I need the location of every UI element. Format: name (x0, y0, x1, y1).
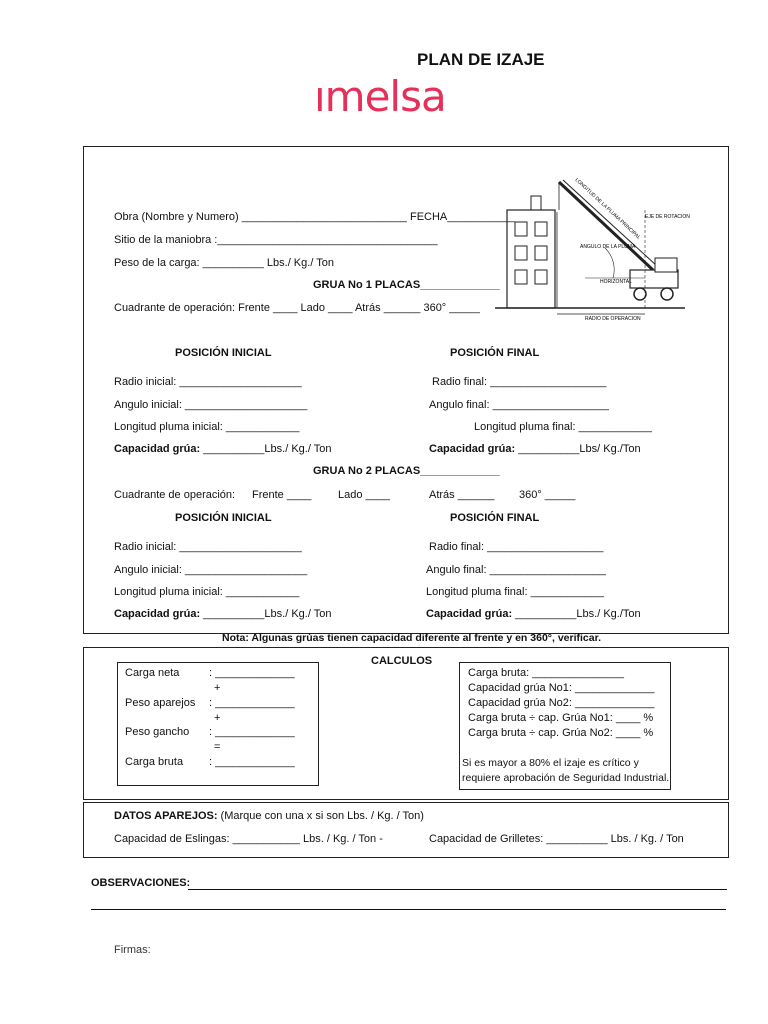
cuadrante2-frente[interactable]: Frente ____ (252, 489, 312, 501)
peso-gancho-value[interactable]: : _____________ (209, 726, 295, 738)
g2-angulo-final[interactable]: Angulo final: ___________________ (426, 564, 606, 576)
calc-ratio-no1[interactable]: Carga bruta ÷ cap. Grúa No1: ____ % (468, 712, 654, 724)
g2-radio-final[interactable]: Radio final: ___________________ (429, 541, 604, 553)
g1-capacidad-final[interactable] (429, 443, 641, 455)
calc-capacidad-no2[interactable]: Capacidad grúa No2: _____________ (468, 697, 655, 709)
label-horizontal: HORIZONTAL (600, 279, 632, 285)
peso-gancho-label: Peso gancho (125, 726, 190, 738)
page-title: PLAN DE IZAJE (417, 50, 545, 69)
g2-capacidad-final-label: Capacidad grúa: (426, 608, 513, 620)
peso-aparejos-label: Peso aparejos (125, 697, 196, 709)
g1-longitud-inicial[interactable]: Longitud pluma inicial: ____________ (114, 421, 300, 433)
calc-ratio-no2[interactable]: Carga bruta ÷ cap. Grúa No2: ____ % (468, 727, 654, 739)
peso-carga-field[interactable]: Peso de la carga: __________ Lbs./ Kg./ Ton (114, 257, 334, 269)
grua1-title[interactable]: GRUA No 1 PLACAS_____________ (313, 279, 500, 291)
g2-capacidad-inicial[interactable] (114, 608, 331, 620)
carga-neta-label: Carga neta (125, 667, 180, 679)
g1-capacidad-inicial[interactable] (114, 443, 331, 455)
observaciones-label: OBSERVACIONES: (91, 877, 191, 889)
equals-op: = (214, 741, 221, 753)
obra-field[interactable]: Obra (Nombre y Numero) ___________________________ FECHA___________ (114, 211, 515, 223)
g1-capacidad-final-label: Capacidad grúa: (429, 443, 516, 455)
g2-longitud-inicial[interactable]: Longitud pluma inicial: ____________ (114, 586, 300, 598)
plus-op-2: + (214, 712, 221, 724)
carga-bruta-label: Carga bruta (125, 756, 184, 768)
calculos-title: CALCULOS (371, 655, 433, 667)
observaciones-line-1[interactable] (188, 889, 727, 890)
g1-capacidad-inicial-label: Capacidad grúa: (114, 443, 201, 455)
calc-warning-1: Si es mayor a 80% el izaje es crítico y (462, 757, 639, 769)
carga-neta-value[interactable]: : _____________ (209, 667, 295, 679)
carga-bruta-value[interactable]: : _____________ (209, 756, 295, 768)
g1-radio-final[interactable]: Radio final: ___________________ (432, 376, 607, 388)
cuadrante2-lado[interactable]: Lado ____ (338, 489, 390, 501)
g2-pos-inicial-heading: POSICIÓN INICIAL (175, 512, 272, 524)
g1-angulo-inicial[interactable]: Angulo inicial: ____________________ (114, 399, 308, 411)
aparejos-heading (114, 810, 424, 822)
peso-aparejos-value[interactable]: : _____________ (209, 697, 295, 709)
grua2-title[interactable]: GRUA No 2 PLACAS_____________ (313, 465, 500, 477)
g2-angulo-inicial[interactable]: Angulo inicial: ____________________ (114, 564, 308, 576)
aparejos-instructions: (Marque con una x si son Lbs. / Kg. / Ton) (217, 810, 424, 822)
g1-radio-inicial[interactable]: Radio inicial: ____________________ (114, 376, 302, 388)
eslingas-field[interactable]: Capacidad de Eslingas: ___________ Lbs. / Kg. / Ton - (114, 833, 383, 845)
label-boom: LONGITUD DE LA PLUMA PRINCIPAL (573, 177, 642, 241)
g1-capacidad-final-value: __________Lbs/ Kg./Ton (515, 443, 641, 455)
grilletes-field[interactable]: Capacidad de Grilletes: __________ Lbs. / Kg. / Ton (429, 833, 684, 845)
cuadrante1-field[interactable]: Cuadrante de operación: Frente ____ Lado ____ Atrás ______ 360° _____ (114, 302, 480, 314)
g2-capacidad-inicial-label: Capacidad grúa: (114, 608, 201, 620)
calc-warning-2: requiere aprobación de Seguridad Industrial. (462, 772, 670, 784)
g1-pos-inicial-heading: POSICIÓN INICIAL (175, 347, 272, 359)
crane-diagram (495, 170, 690, 330)
label-radius: RADIO DE OPERACION (585, 316, 641, 322)
g1-capacidad-inicial-value: __________Lbs./ Kg./ Ton (200, 443, 332, 455)
cuadrante2-atras[interactable]: Atrás ______ (429, 489, 495, 501)
sitio-field[interactable]: Sitio de la maniobra :____________________________________ (114, 234, 438, 246)
g2-capacidad-inicial-value: __________Lbs./ Kg./ Ton (200, 608, 332, 620)
nota: Nota: Algunas grúas tienen capacidad diferente al frente y en 360°, verificar. (222, 632, 602, 644)
calc-capacidad-no1[interactable]: Capacidad grúa No1: _____________ (468, 682, 655, 694)
g2-longitud-final[interactable]: Longitud pluma final: ____________ (426, 586, 604, 598)
g2-capacidad-final-value: __________Lbs./ Kg./Ton (512, 608, 641, 620)
cuadrante2-label: Cuadrante de operación: (114, 489, 236, 501)
g2-capacidad-final[interactable] (426, 608, 641, 620)
label-angle: ANGULO DE LA PLUMA (580, 244, 636, 250)
calc-carga-bruta[interactable]: Carga bruta: _______________ (468, 667, 624, 679)
cuadrante2-360[interactable]: 360° _____ (519, 489, 576, 501)
g1-pos-final-heading: POSICIÓN FINAL (450, 347, 540, 359)
aparejos-title: DATOS APAREJOS: (114, 810, 218, 822)
g1-longitud-final[interactable]: Longitud pluma final: ____________ (474, 421, 652, 433)
g2-radio-inicial[interactable]: Radio inicial: ____________________ (114, 541, 302, 553)
plus-op-1: + (214, 682, 221, 694)
observaciones-line-2[interactable] (91, 909, 726, 910)
imelsa-logo: ımelsa (314, 72, 446, 121)
g2-pos-final-heading: POSICIÓN FINAL (450, 512, 540, 524)
g1-angulo-final[interactable]: Angulo final: ___________________ (429, 399, 609, 411)
firmas-label: Firmas: (114, 944, 151, 956)
label-rotation: EJE DE ROTACION (645, 214, 690, 220)
